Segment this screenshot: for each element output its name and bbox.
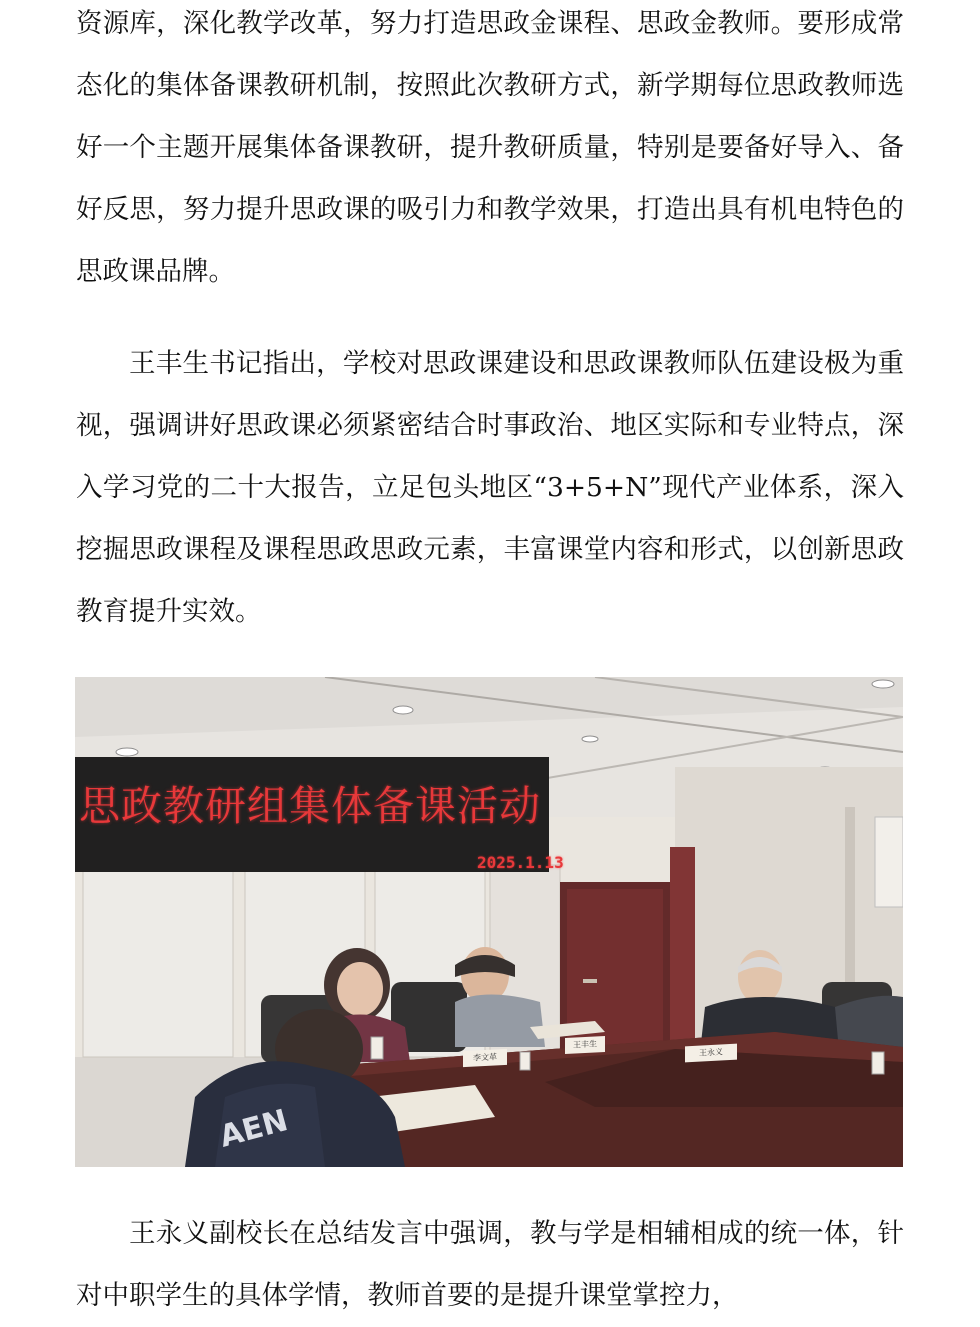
nameplate: 王丰生	[565, 1036, 605, 1054]
meeting-photo	[75, 677, 903, 1167]
paragraph-2: 王丰生书记指出，学校对思政课建设和思政课教师队伍建设极为重视，强调讲好思政课必须紧密结合时事政治、地区实际和专业特点，深入学习党的二十大报告，立足包头地区“3+5+N”现代产业体系，深入挖掘思政课程及课程思政思政元素，丰富课堂内容和形式，以创新思政教育提升实效。	[76, 348, 904, 627]
paragraph-1: 资源库，深化教学改革，努力打造思政金课程、思政金教师。要形成常态化的集体备课教研机制，按照此次教研方式，新学期每位思政教师选好一个主题开展集体备课教研，提升教研质量，特别是要备好导入、备好反思，努力提升思政课的吸引力和教学效果，打造出具有机电特色的思政课品牌。	[76, 8, 904, 287]
nameplate: 李文革	[463, 1049, 507, 1067]
meeting-scene	[75, 677, 903, 1167]
led-sign-date: 2025.1.13	[477, 853, 564, 872]
led-sign-title: 思政教研组集体备课活动	[79, 782, 541, 830]
paragraph-3: 王永义副校长在总结发言中强调，教与学是相辅相成的统一体，针对中职学生的具体学情，教师首要的是提升课堂掌控力，	[76, 1218, 904, 1311]
nameplate: 王永义	[685, 1044, 737, 1063]
